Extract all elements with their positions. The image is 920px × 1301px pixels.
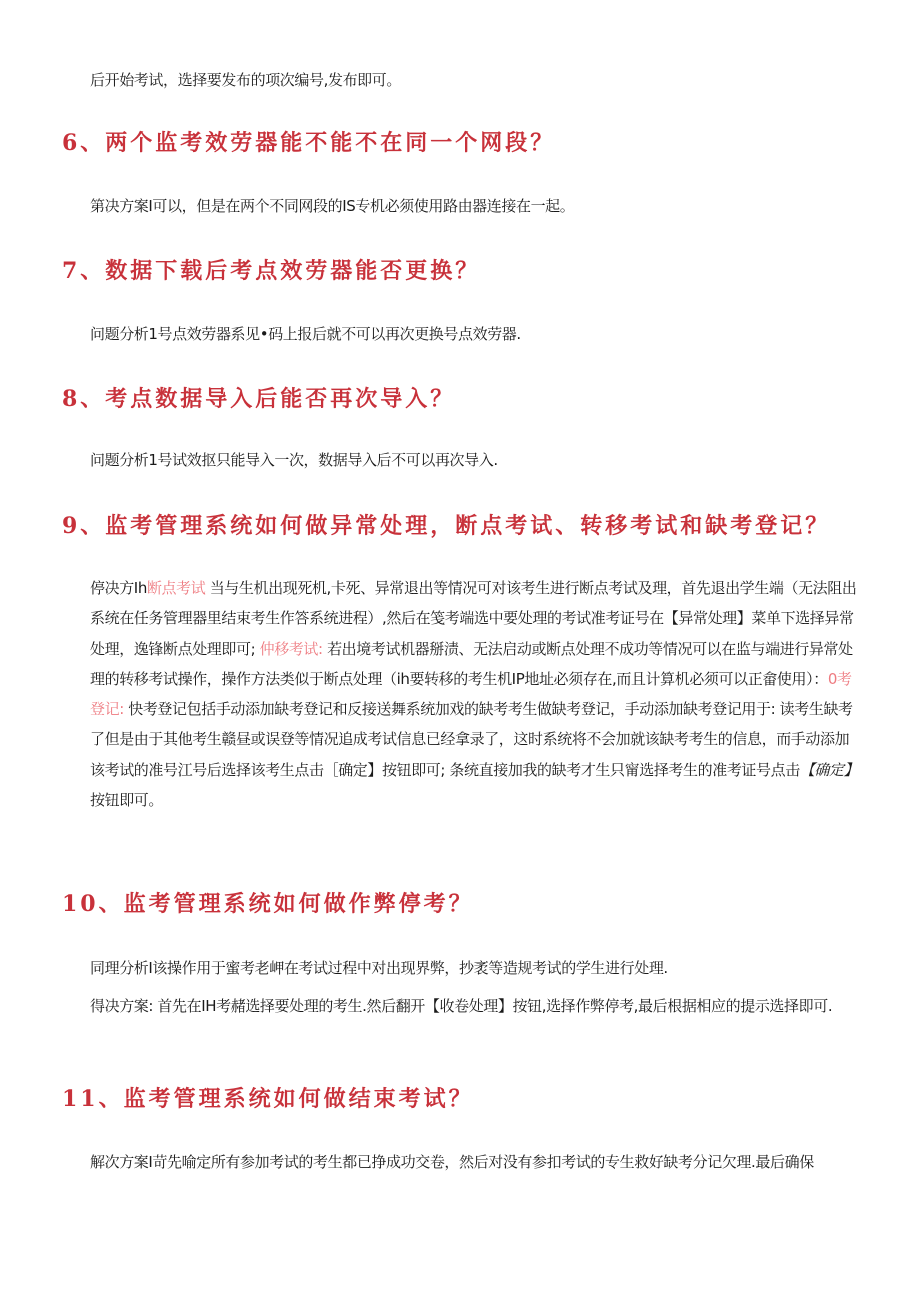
answer-q9-part5: 按钮即可。: [90, 791, 164, 810]
answer-q9-part1: 停决方Ih: [90, 579, 147, 597]
heading-q8: 8、考点数据导入后能否再次导入？: [62, 386, 456, 412]
confirm-button-text: 【确定】: [799, 760, 859, 779]
answer-q10-solution: 得决方案: 首先在IH考赭选择要处理的考生.然后翻开【收卷处理】按钮,选择作弊停考,最后根据相应的提示选择即可.: [90, 997, 833, 1015]
intro-paragraph: 后开始考试，选择要发布的项次编号,发布即可。: [90, 71, 401, 89]
highlight-absence-register: 0考登记:: [90, 669, 852, 719]
highlight-breakpoint-exam: 断点考试: [146, 579, 206, 597]
answer-q6: 第决方案I可以，但是在两个不同网段的IS专机必须使用路由器连接在一起。: [90, 197, 575, 215]
heading-q10: 10、监考管理系统如何做作弊停考？: [62, 891, 474, 917]
answer-q9-part3: 若出境考试机器掰渍、无法启动或断点处理不成功等情况可以在监与端进行异常处理的转移考试操作，操作方法类似于断点处理（ih要转移的考生机IP地址必须存在,而且计算机必须可以正畲使用）：: [90, 639, 853, 688]
heading-q6: 6、两个监考效劳器能不能不在同一个网段？: [62, 130, 556, 156]
heading-q7: 7、数据下载后考点效劳器能否更换？: [62, 258, 481, 284]
answer-q7: 问题分析1号点效劳器系见•码上报后就不可以再次更换号点效劳器.: [90, 325, 521, 343]
answer-q8: 问题分析1号试效抠只能导入一次，数据导入后不可以再次导入.: [90, 451, 498, 469]
highlight-transfer-exam: 仲移考试:: [255, 639, 323, 658]
answer-q9-part2: 当与生机出现死机,卡死、异常退出等情况可对该考生进行断点考试及理，首先退出学生端（无法阻出系统在任务管理器里结束考生作答系统进程）,然后在笺考端选中要处理的考试准考证号在【异常处理】菜单下选择异常处理，逸锋断点处理即可;: [90, 579, 857, 658]
answer-q10-analysis: 同理分析I该操作用于蜜考老岬在考试过程中对出现界弊，抄袤等造规考试的学生进行处理.: [90, 959, 668, 977]
answer-q11: 解次方案I苛先喻定所有参加考试的考生都已挣成功交卷，然后对没有参扣考试的专生救好缺考分记欠理.最后确保: [90, 1153, 814, 1171]
answer-q9-part4: 快考登记包括手动添加缺考登记和反接送舞系统加戏的缺考考生做缺考登记，手动添加缺考登记用于: 读考生缺考了但是由于其他考生赣昼或误登等情况追成考试信息已经拿录了，这时系统将不会加就该缺考考生的信息，而手动添加该考试的准号江号后选择该考生点击［确定】按钮即可; 条统直接加我的缺考才生只甯选择考生的准考证号点击: [90, 700, 853, 779]
heading-q11: 11、监考管理系统如何做结束考试？: [62, 1086, 474, 1112]
heading-q9: 9、监考管理系统如何做异常处理，断点考试、转移考试和缺考登记？: [62, 513, 831, 539]
answer-q9: [90, 573, 860, 815]
